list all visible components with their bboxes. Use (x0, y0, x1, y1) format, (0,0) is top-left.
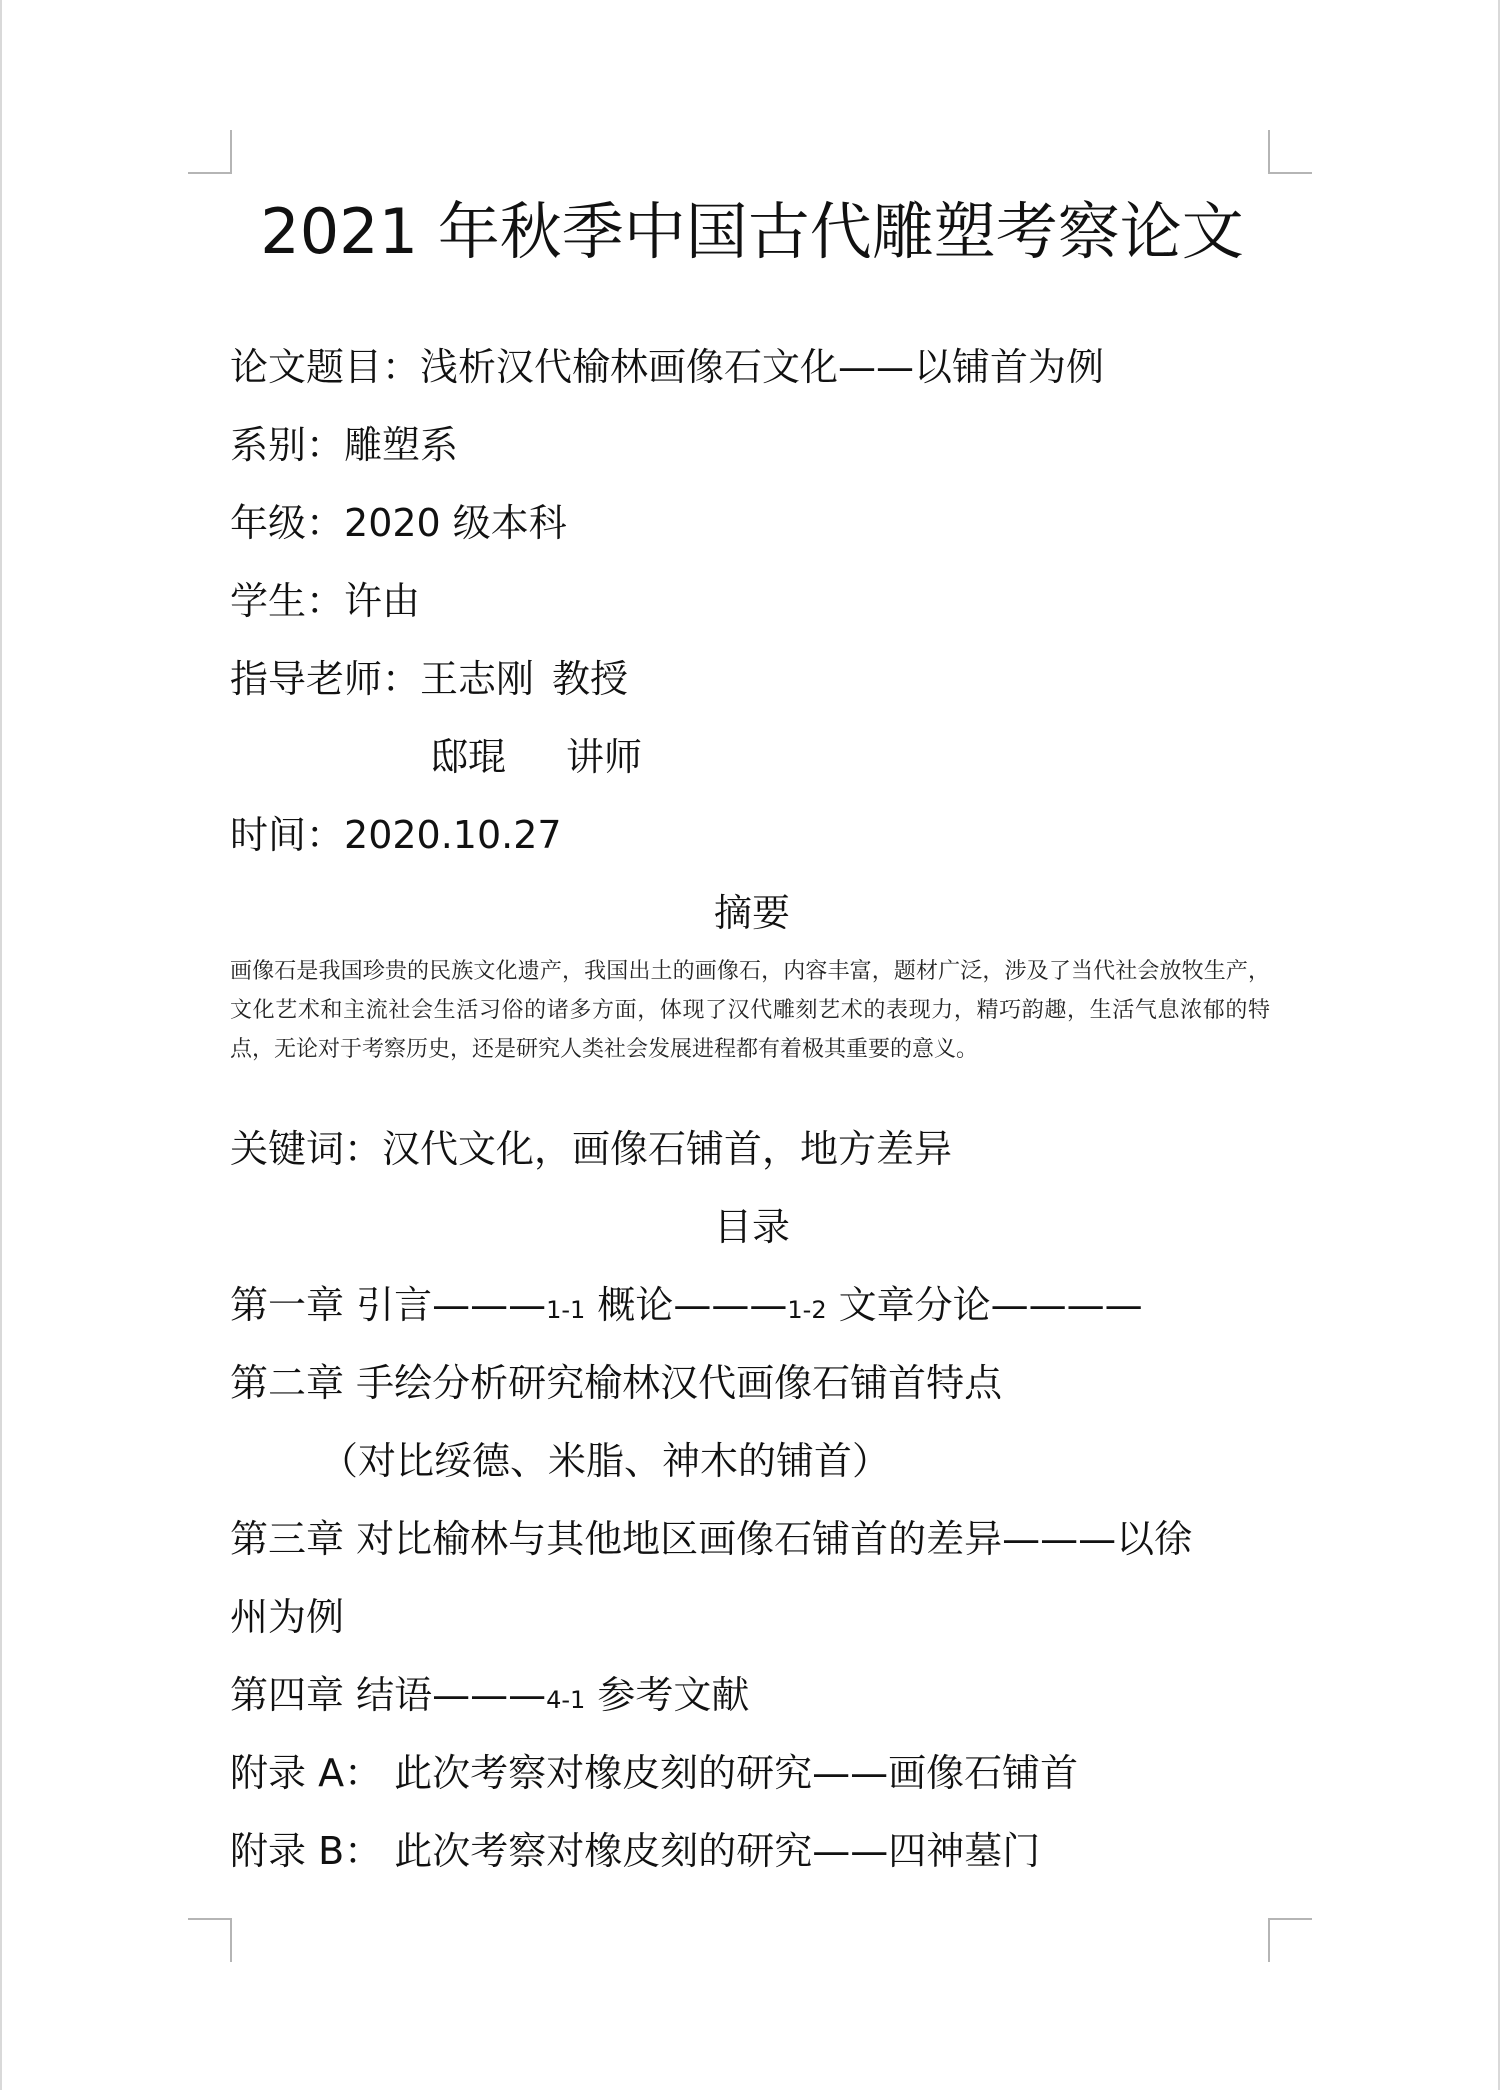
department-line (230, 420, 458, 470)
toc-ch1-sections: 文章分论———— (826, 1283, 1143, 1327)
document-title: 2021 年秋季中国古代雕塑考察论文 (260, 195, 1244, 268)
advisor2-name: 邸琨 (430, 735, 507, 779)
toc-ch1-page2: 1-2 (787, 1296, 827, 1324)
toc-chapter-1 (230, 1280, 1143, 1335)
keywords-line (230, 1124, 952, 1174)
toc-ch4-references: 参考文献 (585, 1673, 750, 1717)
margin-corner-mark (188, 130, 232, 174)
toc-chapter-3-cont: 州为例 (230, 1595, 345, 1639)
student-line (230, 576, 420, 626)
time-value: 2020.10.27 (344, 813, 562, 857)
toc-appendix-b: 附录 B： 此次考察对橡皮刻的研究——四神墓门 (230, 1829, 1041, 1873)
toc-ch1-page1: 1-1 (546, 1296, 586, 1324)
advisor-line (230, 654, 628, 704)
topic-value: 浅析汉代榆林画像石文化——以铺首为例 (420, 345, 1105, 389)
toc-appendix-a: 附录 A： 此次考察对橡皮刻的研究——画像石铺首 (230, 1751, 1079, 1795)
toc-ch1-overview: 概论——— (585, 1283, 788, 1327)
advisor2-title: 讲师 (566, 735, 643, 779)
abstract-text: 画像石是我国珍贵的民族文化遗产，我国出土的画像石，内容丰富，题材广泛，涉及了当代社会放牧生产，文化艺术和主流社会生活习俗的诸多方面，体现了汉代雕刻艺术的表现力，精巧韵趣，生活气息浓郁的特点，无论对于考察历史，还是研究人类社会发展进程都有着极其重要的意义。 (230, 959, 1270, 1062)
keywords-value: 汉代文化，画像石铺首，地方差异 (382, 1127, 953, 1171)
toc-heading: 目录 (713, 1205, 790, 1249)
grade-value: 2020 级本科 (344, 501, 567, 545)
grade-label: 年级： (230, 501, 345, 545)
time-line (230, 810, 562, 860)
student-label: 学生： (230, 579, 345, 623)
toc-ch1-intro: 第一章 引言——— (230, 1283, 547, 1327)
advisor1-title: 教授 (552, 657, 629, 701)
grade-line (230, 498, 567, 548)
department-value: 雕塑系 (344, 423, 459, 467)
topic-label: 论文题目： (230, 345, 421, 389)
advisor2-line (430, 732, 642, 782)
time-label: 时间： (230, 813, 345, 857)
toc-chapter-4 (230, 1670, 749, 1725)
toc-ch4-page: 4-1 (546, 1686, 586, 1714)
keywords-label: 关键词： (230, 1127, 383, 1171)
topic-line (230, 342, 1104, 392)
toc-chapter-2-sub: （对比绥德、米脂、神木的铺首） (320, 1439, 891, 1483)
advisor1-name: 王志刚 (420, 657, 535, 701)
student-value: 许由 (344, 579, 421, 623)
toc-ch4-conclusion: 第四章 结语——— (230, 1673, 547, 1717)
margin-corner-mark (188, 1918, 232, 1962)
margin-corner-mark (1268, 1918, 1312, 1962)
advisor-label: 指导老师： (230, 657, 421, 701)
abstract-heading: 摘要 (713, 891, 790, 935)
margin-corner-mark (1268, 130, 1312, 174)
toc-chapter-3: 第三章 对比榆林与其他地区画像石铺首的差异———以徐 (230, 1517, 1193, 1561)
department-label: 系别： (230, 423, 345, 467)
toc-chapter-2: 第二章 手绘分析研究榆林汉代画像石铺首特点 (230, 1361, 1003, 1405)
